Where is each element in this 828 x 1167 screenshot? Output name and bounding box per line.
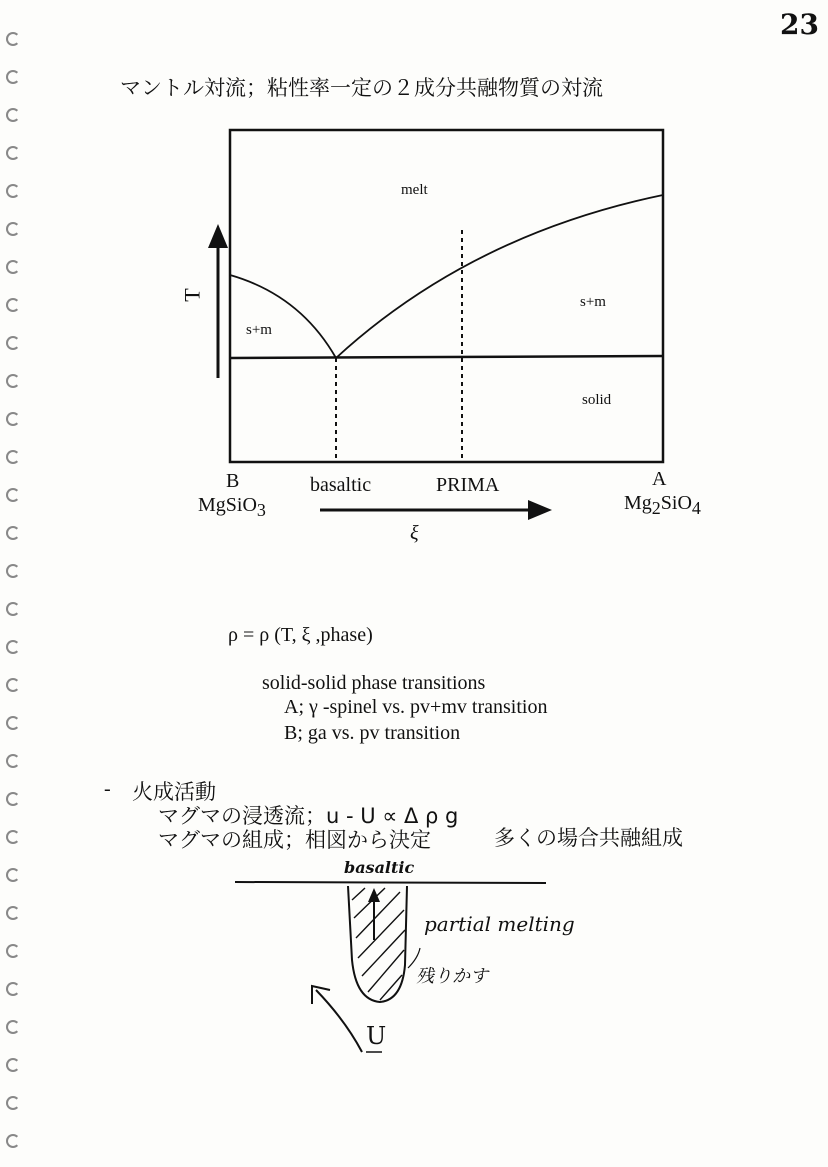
region-sm-left-label: s+m — [246, 322, 272, 338]
xi-arrowhead-icon — [528, 500, 552, 520]
basaltic-label: basaltic — [310, 474, 372, 496]
end-member-b-letter: B — [226, 470, 240, 492]
region-solid-label: solid — [582, 392, 612, 408]
page-number: 23 — [780, 8, 819, 41]
region-sm-right-label: s+m — [580, 294, 606, 310]
t-axis-label: T — [179, 288, 205, 302]
liquidus-right — [336, 195, 663, 358]
page-title: マントル対流；粘性率一定の２成分共融物質の対流 — [120, 76, 603, 100]
t-axis-arrowhead-icon — [208, 224, 228, 248]
melting-zone-hatch — [352, 888, 405, 1000]
flow-sketch — [235, 882, 546, 1052]
liquidus-left — [230, 275, 336, 358]
prima-label: PRIMA — [436, 474, 500, 496]
end-member-b-formula: MgSiO$_3$ — [198, 494, 266, 520]
sketch-basaltic-label: basaltic — [344, 858, 415, 877]
residue-label: 残りかす — [416, 966, 488, 987]
magma-composition-line: マグマの組成；相図から決定 — [158, 828, 431, 852]
end-member-a-letter: A — [652, 468, 667, 490]
mantle-flow-arrow — [316, 990, 362, 1052]
solidus-line — [230, 356, 663, 358]
transitions-heading: solid-solid phase transitions — [262, 672, 486, 694]
density-equation: ρ = ρ (T, ξ ,phase) — [228, 624, 373, 646]
igneous-heading: 火成活動 — [132, 780, 216, 804]
magma-flow-line: マグマの浸透流；u - U ∝ Δ ρ g — [158, 804, 459, 828]
phase-diagram — [208, 130, 663, 520]
bullet-dash: - — [104, 778, 111, 800]
surface-line — [235, 882, 546, 883]
melting-zone-outline — [348, 886, 407, 1002]
mantle-velocity-label: U — [366, 1022, 387, 1050]
partial-melting-label: partial melting — [424, 912, 575, 936]
eutectic-note: 多くの場合共融組成 — [494, 826, 683, 850]
transition-item-b: B; ga vs. pv transition — [284, 722, 461, 744]
transition-item-a: A; γ -spinel vs. pv+mv transition — [284, 696, 548, 718]
region-melt-label: melt — [401, 182, 428, 198]
end-member-a-formula: $Mg_2SiO_4$ — [624, 492, 701, 518]
xi-label: ξ — [410, 522, 419, 544]
